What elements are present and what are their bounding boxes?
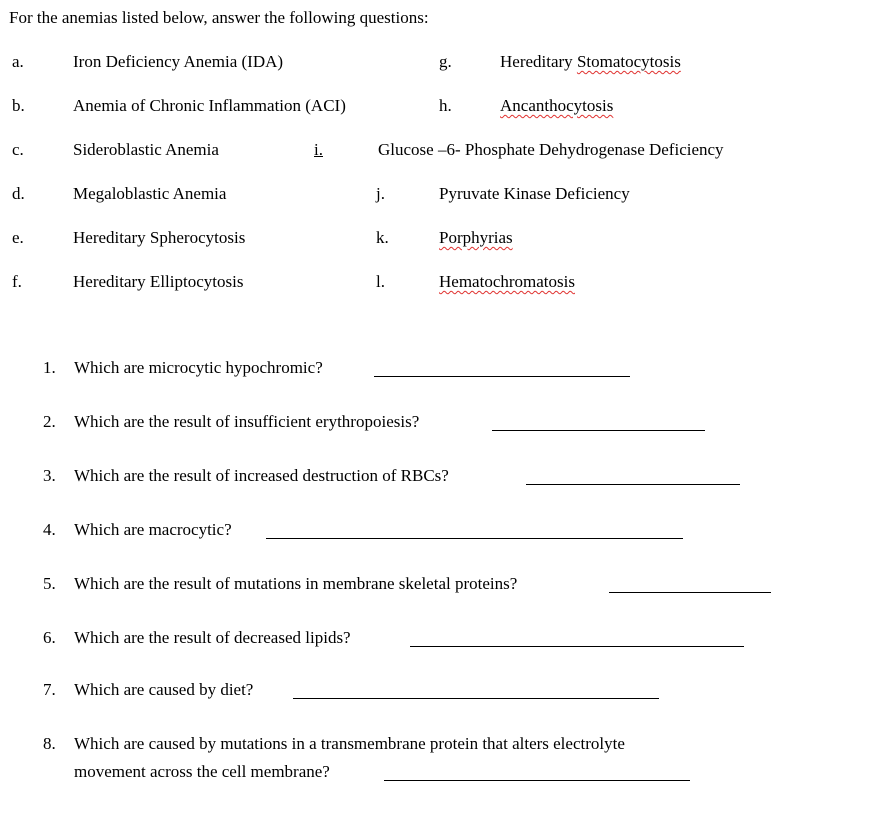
answer-blank[interactable] [609, 592, 771, 593]
anemia-name: Porphyrias [439, 228, 513, 247]
answer-blank[interactable] [374, 376, 630, 377]
answer-blank[interactable] [410, 646, 744, 647]
anemia-name: Glucose –6- Phosphate Dehydrogenase Deficiency [378, 140, 724, 159]
question-text: Which are macrocytic? [74, 520, 232, 539]
anemia-letter: l. [376, 272, 385, 291]
answer-blank[interactable] [526, 484, 740, 485]
anemia-name: Iron Deficiency Anemia (IDA) [73, 52, 284, 71]
question-text-continued: movement across the cell membrane? [74, 762, 330, 781]
anemia-letter: d. [12, 184, 25, 203]
anemia-letter: f. [12, 272, 22, 291]
anemia-letter: c. [12, 140, 24, 159]
anemia-letter: a. [12, 52, 24, 71]
question-number: 1. [43, 358, 56, 377]
question-number: 6. [43, 628, 56, 647]
question-text: Which are caused by diet? [74, 680, 254, 699]
anemia-letter: i. [314, 140, 323, 159]
anemia-name: Hereditary Spherocytosis [73, 228, 246, 247]
anemia-name: Anemia of Chronic Inflammation (ACI) [73, 96, 346, 115]
anemia-name: Pyruvate Kinase Deficiency [439, 184, 630, 203]
anemia-name: Sideroblastic Anemia [73, 140, 219, 159]
question-text: Which are the result of mutations in membrane skeletal proteins? [74, 574, 518, 593]
question-number: 2. [43, 412, 56, 431]
anemia-name: Hematochromatosis [439, 272, 575, 291]
answer-blank[interactable] [266, 538, 683, 539]
anemia-letter: e. [12, 228, 24, 247]
question-text: Which are the result of insufficient erythropoiesis? [74, 412, 420, 431]
anemia-name: Ancanthocytosis [500, 96, 614, 115]
question-text: Which are caused by mutations in a transmembrane protein that alters electrolyte [74, 734, 625, 753]
answer-blank[interactable] [492, 430, 705, 431]
question-text: Which are microcytic hypochromic? [74, 358, 323, 377]
anemia-letter: h. [439, 96, 452, 115]
anemia-letter: g. [439, 52, 452, 71]
question-number: 3. [43, 466, 56, 485]
question-number: 7. [43, 680, 56, 699]
intro-text: For the anemias listed below, answer the following questions: [9, 8, 429, 27]
answer-blank[interactable] [293, 698, 659, 699]
question-number: 5. [43, 574, 56, 593]
anemia-letter: j. [376, 184, 385, 203]
anemia-name: Hereditary Stomatocytosis [500, 52, 681, 71]
anemia-name: Megaloblastic Anemia [73, 184, 227, 203]
question-number: 8. [43, 734, 56, 753]
question-text: Which are the result of decreased lipids? [74, 628, 351, 647]
answer-blank[interactable] [384, 780, 690, 781]
anemia-name: Hereditary Elliptocytosis [73, 272, 244, 291]
question-text: Which are the result of increased destruction of RBCs? [74, 466, 449, 485]
anemia-letter: k. [376, 228, 389, 247]
anemia-letter: b. [12, 96, 25, 115]
question-number: 4. [43, 520, 56, 539]
